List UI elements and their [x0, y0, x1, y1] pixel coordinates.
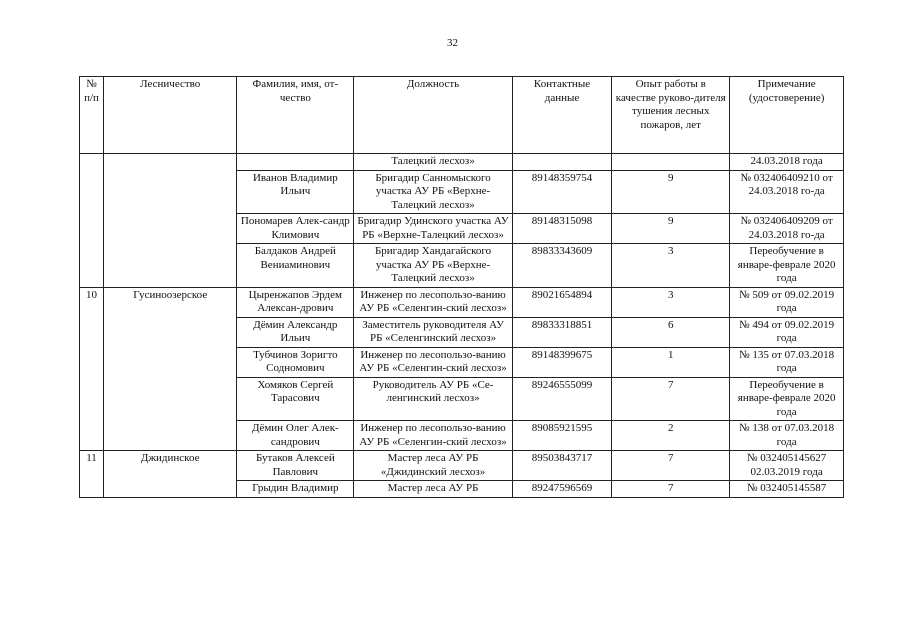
cell-forestry [104, 154, 237, 288]
cell-contact: 89833343609 [512, 244, 611, 288]
cell-name: Пономарев Алек-сандр Климович [237, 214, 354, 244]
cell-position: Инженер по лесопользо-ванию АУ РБ «Селенгин-ский лесхоз» [354, 421, 512, 451]
cell-experience: 3 [612, 287, 730, 317]
cell-note: № 138 от 07.03.2018 года [730, 421, 844, 451]
cell-name: Хомяков Сергей Тарасович [237, 377, 354, 421]
cell-note: № 032405145627 02.03.2019 года [730, 451, 844, 481]
cell-name: Тубчинов Зоригто Содномович [237, 347, 354, 377]
cell-position: Мастер леса АУ РБ [354, 481, 512, 498]
cell-name: Балдаков Андрей Вениаминович [237, 244, 354, 288]
cell-experience: 2 [612, 421, 730, 451]
cell-note: Переобучение в январе-феврале 2020 года [730, 244, 844, 288]
cell-contact: 89085921595 [512, 421, 611, 451]
cell-num [80, 154, 104, 288]
cell-experience: 3 [612, 244, 730, 288]
cell-note: № 135 от 07.03.2018 года [730, 347, 844, 377]
cell-name: Грыдин Владимир [237, 481, 354, 498]
table-row [80, 154, 844, 171]
cell-experience: 7 [612, 481, 730, 498]
cell-position: Бригадир Хандагайского участка АУ РБ «Верхне-Талецкий лесхоз» [354, 244, 512, 288]
cell-position: Руководитель АУ РБ «Се-ленгинский лесхоз» [354, 377, 512, 421]
cell-forestry: Гусиноозерское [104, 287, 237, 451]
cell-contact: 89247596569 [512, 481, 611, 498]
cell-experience: 7 [612, 451, 730, 481]
staff-table [79, 76, 844, 498]
cell-contact: 89148399675 [512, 347, 611, 377]
cell-num: 11 [80, 451, 104, 498]
cell-experience: 6 [612, 317, 730, 347]
cell-note: Переобучение в январе-феврале 2020 года [730, 377, 844, 421]
cell-contact: 89503843717 [512, 451, 611, 481]
header-name: Фамилия, имя, от-чество [237, 77, 354, 154]
cell-forestry: Джидинское [104, 451, 237, 498]
cell-position: Бригадир Удинского участка АУ РБ «Верхне-Талецкий лесхоз» [354, 214, 512, 244]
cell-experience: 1 [612, 347, 730, 377]
cell-contact [512, 154, 611, 171]
cell-name: Цыренжапов Эрдем Алексан-дрович [237, 287, 354, 317]
cell-position: Инженер по лесопользо-ванию АУ РБ «Селенгин-ский лесхоз» [354, 287, 512, 317]
cell-name: Дёмин Олег Алек-сандрович [237, 421, 354, 451]
cell-contact: 89021654894 [512, 287, 611, 317]
cell-name [237, 154, 354, 171]
cell-contact: 89833318851 [512, 317, 611, 347]
cell-contact: 89246555099 [512, 377, 611, 421]
cell-note: № 494 от 09.02.2019 года [730, 317, 844, 347]
cell-note: № 509 от 09.02.2019 года [730, 287, 844, 317]
cell-position: Инженер по лесопользо-ванию АУ РБ «Селенгин-ский лесхоз» [354, 347, 512, 377]
cell-experience: 9 [612, 214, 730, 244]
cell-experience: 7 [612, 377, 730, 421]
cell-name: Бутаков Алексей Павлович [237, 451, 354, 481]
cell-note: 24.03.2018 года [730, 154, 844, 171]
header-experience: Опыт работы в качестве руково-дителя тушения лесных пожаров, лет [612, 77, 730, 154]
header-contact: Контактные данные [512, 77, 611, 154]
cell-position: Бригадир Санномыского участка АУ РБ «Верхне-Талецкий лесхоз» [354, 170, 512, 214]
cell-name: Дёмин Александр Ильич [237, 317, 354, 347]
header-num: № п/п [80, 77, 104, 154]
table-header-row [80, 77, 844, 154]
cell-contact: 89148359754 [512, 170, 611, 214]
header-position: Должность [354, 77, 512, 154]
cell-contact: 89148315098 [512, 214, 611, 244]
cell-position: Заместитель руководителя АУ РБ «Селенгинский лесхоз» [354, 317, 512, 347]
cell-note: № 032406409209 от 24.03.2018 го-да [730, 214, 844, 244]
cell-note: № 032405145587 [730, 481, 844, 498]
page-number: 32 [447, 37, 458, 49]
cell-experience: 9 [612, 170, 730, 214]
cell-experience [612, 154, 730, 171]
table-row [80, 287, 844, 317]
cell-name: Иванов Владимир Ильич [237, 170, 354, 214]
cell-num: 10 [80, 287, 104, 451]
header-forestry: Лесничество [104, 77, 237, 154]
cell-note: № 032406409210 от 24.03.2018 го-да [730, 170, 844, 214]
cell-position: Талецкий лесхоз» [354, 154, 512, 171]
cell-position: Мастер леса АУ РБ «Джидинский лесхоз» [354, 451, 512, 481]
header-note: Примечание (удостоверение) [730, 77, 844, 154]
table-row [80, 451, 844, 481]
table-body [80, 154, 844, 498]
